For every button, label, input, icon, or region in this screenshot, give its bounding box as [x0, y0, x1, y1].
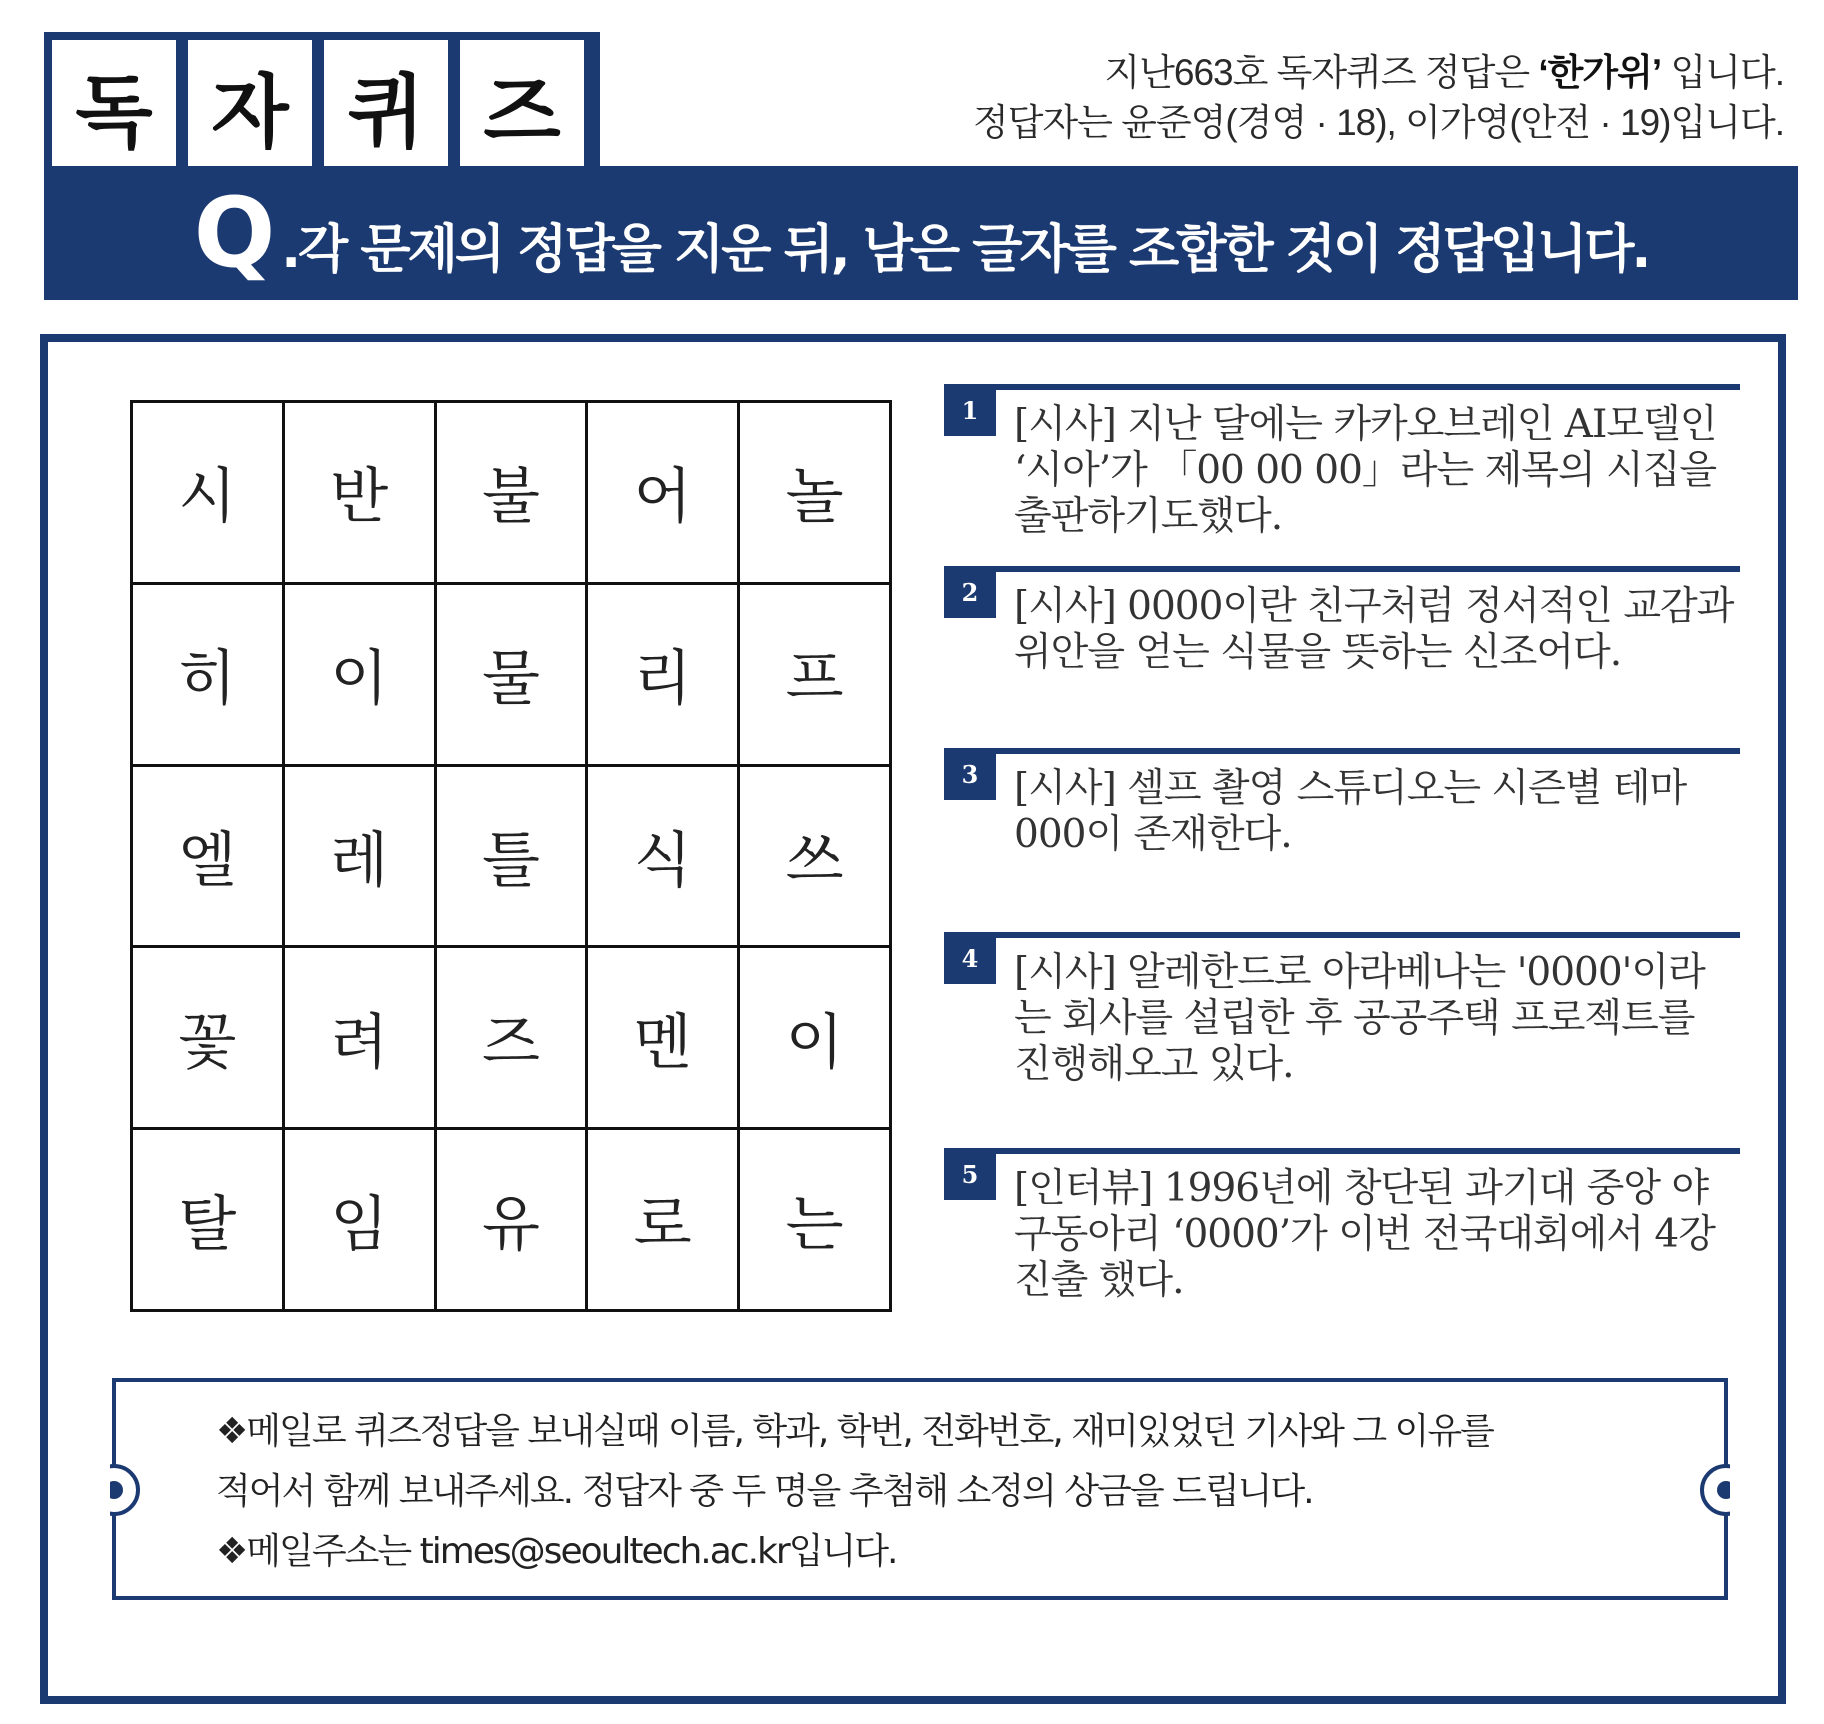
grid-cell: 히 [132, 583, 284, 765]
grid-cell: 꽃 [132, 947, 284, 1129]
letter-grid [130, 400, 892, 1312]
grid-cell: 탈 [132, 1129, 284, 1311]
grid-cell: 리 [587, 583, 739, 765]
clue-number: 2 [944, 566, 996, 618]
grid-cell: 반 [283, 402, 435, 584]
grid-cell: 물 [435, 583, 587, 765]
grid-cell: 즈 [435, 947, 587, 1129]
submission-info-box [112, 1378, 1728, 1600]
grid-cell: 시 [132, 402, 284, 584]
clue-divider [944, 748, 1740, 754]
info-line-email: ❖메일주소는 times@seoultech.ac.kr입니다. [216, 1531, 897, 1572]
submission-info-text [216, 1402, 1616, 1582]
grid-cell: 식 [587, 765, 739, 947]
grid-cell: 유 [435, 1129, 587, 1311]
title-char: 독 [52, 40, 176, 170]
clue-text: [인터뷰] 1996년에 창단된 과기대 중앙 야구동아리 ‘0000’가 이번 전국대회에서 4강진출 했다. [1014, 1166, 1715, 1303]
grid-cell: 프 [739, 583, 891, 765]
grid-cell: 이 [283, 583, 435, 765]
grid-row [132, 947, 891, 1129]
clue-divider [944, 932, 1740, 938]
grid-cell: 로 [587, 1129, 739, 1311]
notch-dot [1717, 1481, 1735, 1499]
grid-row [132, 402, 891, 584]
last-answer-suffix: 입니다. [1661, 52, 1784, 93]
quiz-title [44, 32, 600, 170]
grid-cell: 쓰 [739, 765, 891, 947]
info-line: 적어서 함께 보내주세요. 정답자 중 두 명을 추첨해 소정의 상금을 드립니다. [216, 1471, 1313, 1512]
grid-row [132, 583, 891, 765]
clue-divider [944, 384, 1740, 390]
last-answer-word: ‘한가위’ [1538, 52, 1662, 93]
ticket-notch-left [88, 1464, 140, 1516]
title-char: 자 [188, 40, 312, 170]
info-line: ❖메일로 퀴즈정답을 보내실때 이름, 학과, 학번, 전화번호, 재미있었던 기사와 그 이유를 [216, 1411, 1493, 1452]
last-answer-winners: 정답자는 윤준영(경영 · 18), 이가영(안전 · 19)입니다. [972, 102, 1784, 143]
grid-cell: 임 [283, 1129, 435, 1311]
clue-text: [시사] 0000이란 친구처럼 정서적인 교감과 위안을 얻는 식물을 뜻하는 신조어다. [1014, 584, 1734, 675]
notch-dot [105, 1481, 123, 1499]
grid-cell: 엘 [132, 765, 284, 947]
clue-text: [시사] 셀프 촬영 스튜디오는 시즌별 테마 000이 존재한다. [1014, 766, 1687, 857]
clue-number: 4 [944, 932, 996, 984]
last-answer-notice [973, 48, 1784, 148]
grid-cell: 려 [283, 947, 435, 1129]
grid-cell: 레 [283, 765, 435, 947]
question-letter: Q [193, 177, 276, 289]
clue-number: 1 [944, 384, 996, 436]
grid-cell: 는 [739, 1129, 891, 1311]
grid-cell: 놀 [739, 402, 891, 584]
clue-divider [944, 1148, 1740, 1154]
grid-row [132, 1129, 891, 1311]
grid-cell: 어 [587, 402, 739, 584]
grid-cell: 불 [435, 402, 587, 584]
last-answer-line1 [973, 48, 1784, 98]
title-char: 퀴 [324, 40, 448, 170]
title-char: 즈 [460, 40, 584, 170]
grid-cell: 틀 [435, 765, 587, 947]
clue-text: [시사] 알레한드로 아라베나는 '0000'이라는 회사를 설립한 후 공공주택 프로젝트를 진행해오고 있다. [1014, 950, 1705, 1087]
grid-cell: 멘 [587, 947, 739, 1129]
clue-number: 5 [944, 1148, 996, 1200]
clue-text: [시사] 지난 달에는 카카오브레인 AI모델인 ‘시아’가 「00 00 00」라는 제목의 시집을 출판하기도했다. [1014, 402, 1717, 539]
clue-number: 3 [944, 748, 996, 800]
question-bar [44, 166, 1798, 300]
last-answer-prefix: 지난663호 독자퀴즈 정답은 [1104, 52, 1539, 93]
question-text: .각 문제의 정답을 지운 뒤, 남은 글자를 조합한 것이 정답입니다. [281, 219, 1649, 280]
grid-row [132, 765, 891, 947]
clue-divider [944, 566, 1740, 572]
grid-cell: 이 [739, 947, 891, 1129]
ticket-notch-right [1700, 1464, 1752, 1516]
